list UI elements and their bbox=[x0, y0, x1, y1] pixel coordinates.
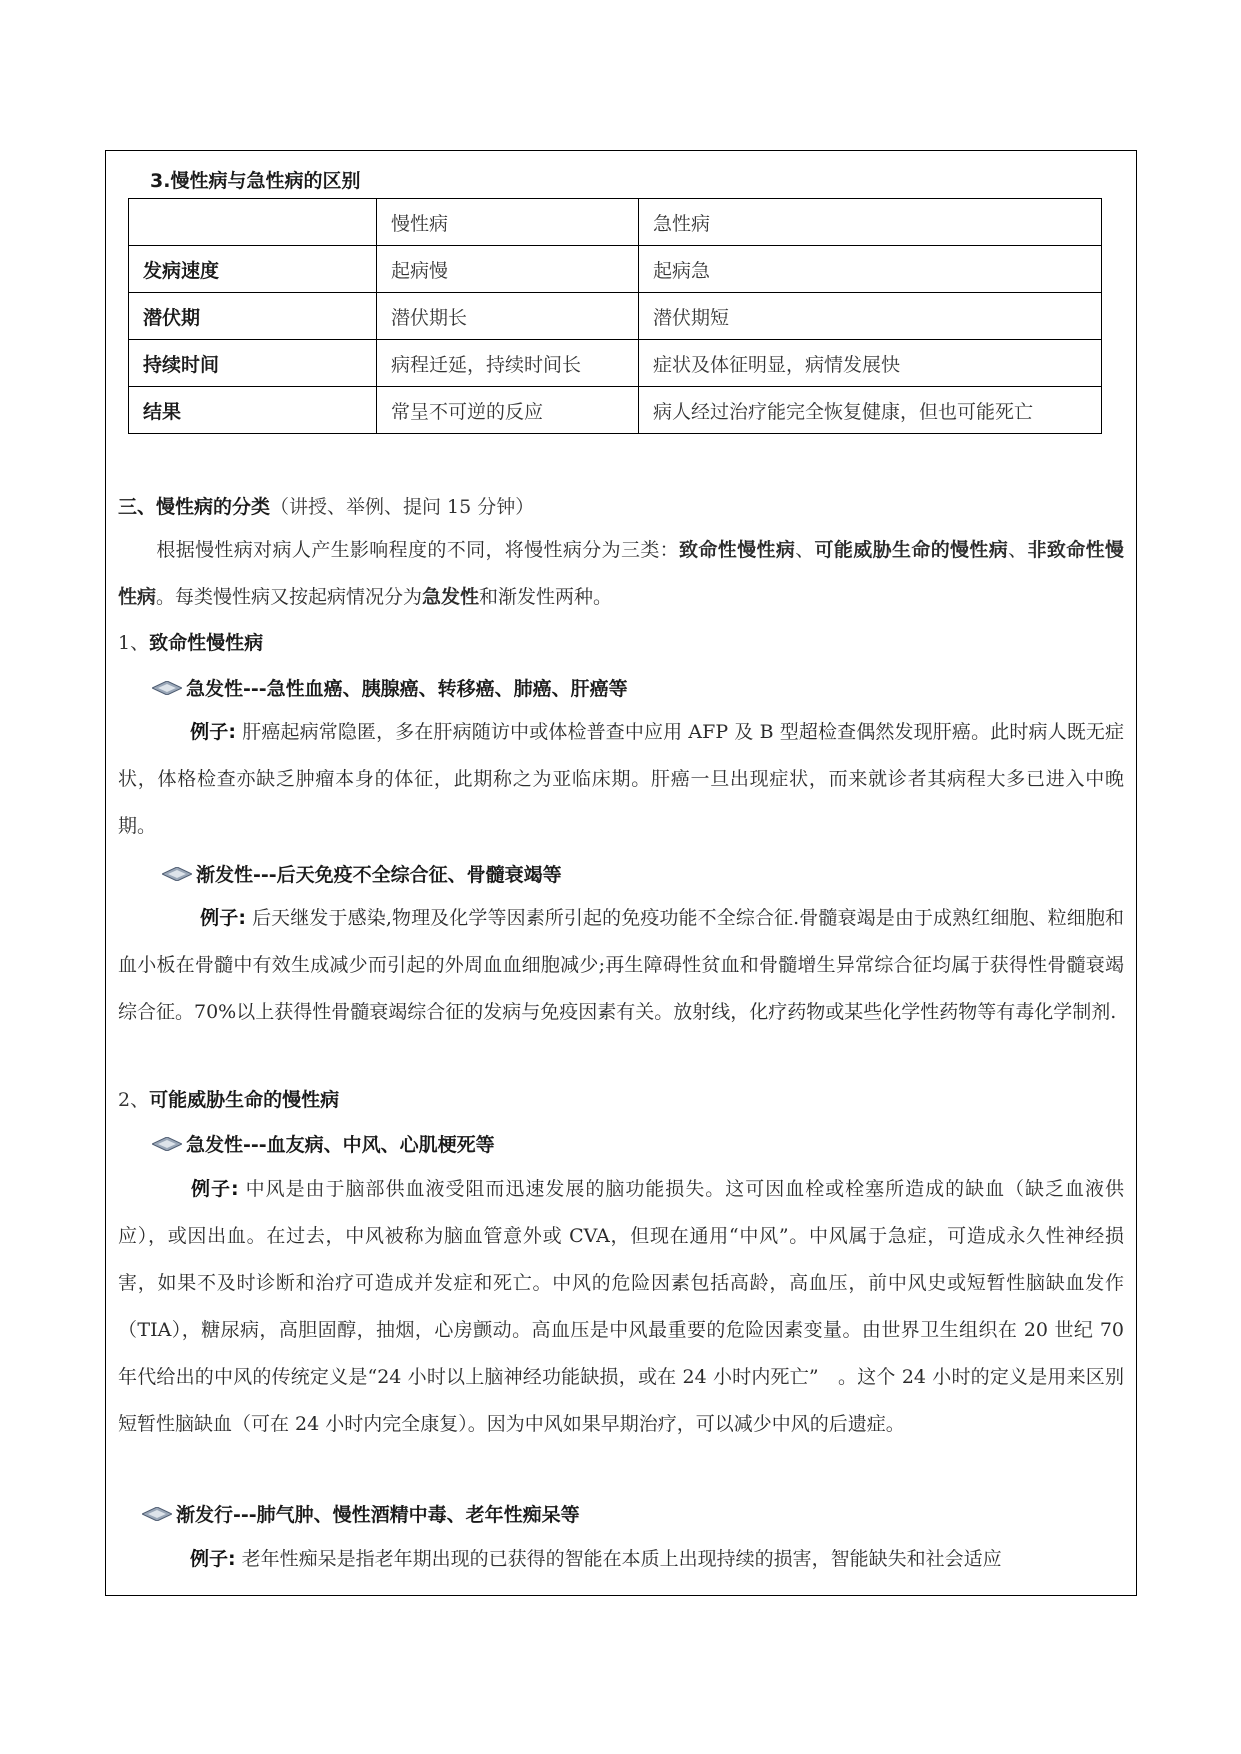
part3-note: （讲授、举例、提问 15 分钟） bbox=[270, 496, 535, 518]
example-label: 例子: bbox=[190, 721, 236, 743]
diamond-bullet-icon bbox=[142, 1507, 172, 1521]
table-header-cell: 急性病 bbox=[639, 199, 1102, 246]
table-cell: 潜伏期短 bbox=[639, 293, 1102, 340]
sub2-gradual-title: 渐发行---肺气肿、慢性酒精中毒、老年性痴呆等 bbox=[176, 1504, 580, 1526]
example-label: 例子: bbox=[200, 907, 246, 929]
example-text: 中风是由于脑部供血液受阻而迅速发展的脑功能损失。这可因血栓或栓塞所造成的缺血（缺乏血液供应），或因出血。在过去，中风被称为脑血管意外或 CVA，但现在通用“中风”。中风属于急症，可造成永久性神经损害，如果不及时诊断和治疗可造成并发症和死亡。中风的危险因素包括高龄，高血压，前中风史或短暂性脑缺血发作（TIA），糖尿病，高胆固醇，抽烟，心房颤动。高血压是中风最重要的危险因素变量。由世界卫生组织在 20 世纪 70 年代给出的中风的传统定义是“24 小时以上脑神经功能缺损，或在 24 小时内死亡” 。这个 24 小时的定义是用来区别短暂性脑缺血（可在 24 小时内完全康复）。因为中风如果早期治疗，可以减少中风的后遗症。 bbox=[118, 1178, 1124, 1435]
table-row-label: 发病速度 bbox=[129, 246, 377, 293]
sub2-title: 可能威胁生命的慢性病 bbox=[149, 1089, 340, 1111]
example-text: 肝癌起病常隐匿，多在肝病随访中或体检普查中应用 AFP 及 B 型超检查偶然发现肝癌。此时病人既无症状，体格检查亦缺乏肿瘤本身的体征，此期称之为亚临床期。肝癌一旦出现症状，而来就诊者其病程大多已进入中晚期。 bbox=[118, 721, 1124, 837]
table-row bbox=[129, 293, 1102, 340]
intro-category-1: 致命性慢性病 bbox=[679, 539, 796, 561]
sub1-gradual-heading bbox=[162, 860, 562, 887]
sub2-gradual-example bbox=[118, 1536, 1124, 1583]
example-text: 老年性痴呆是指老年期出现的已获得的智能在本质上出现持续的损害，智能缺失和社会适应 bbox=[241, 1548, 1002, 1570]
sub2-acute-title: 急发性---血友病、中风、心肌梗死等 bbox=[186, 1134, 495, 1156]
example-label: 例子: bbox=[190, 1548, 236, 1570]
table-row bbox=[129, 199, 1102, 246]
table-cell bbox=[129, 199, 377, 246]
sub2-acute-heading bbox=[152, 1130, 495, 1157]
sub1-num: 1、 bbox=[118, 632, 150, 654]
part3-intro bbox=[118, 527, 1124, 621]
sub1-acute-heading bbox=[152, 674, 628, 701]
intro-separator: 、 bbox=[795, 539, 815, 561]
intro-text: 。每类慢性病又按起病情况分为 bbox=[156, 586, 423, 608]
table-cell: 症状及体征明显，病情发展快 bbox=[639, 340, 1102, 387]
intro-separator: 、 bbox=[1008, 539, 1028, 561]
intro-acute: 急发性 bbox=[422, 586, 480, 608]
table-row-label: 潜伏期 bbox=[129, 293, 377, 340]
sub1-gradual-title: 渐发性---后天免疫不全综合征、骨髓衰竭等 bbox=[196, 864, 562, 886]
example-label: 例子: bbox=[190, 1178, 239, 1200]
table-header-cell: 慢性病 bbox=[377, 199, 639, 246]
intro-text: 和渐发性两种。 bbox=[479, 586, 613, 608]
sub1-acute-example bbox=[118, 709, 1124, 850]
table-row-label: 持续时间 bbox=[129, 340, 377, 387]
comparison-table bbox=[128, 198, 1102, 434]
intro-category-2: 可能威胁生命的慢性病 bbox=[814, 539, 1009, 561]
sub1-heading bbox=[118, 628, 263, 655]
table-row bbox=[129, 387, 1102, 434]
intro-text: 根据慢性病对病人产生影响程度的不同，将慢性病分为三类： bbox=[156, 539, 680, 561]
table-cell: 病程迁延，持续时间长 bbox=[377, 340, 639, 387]
sub2-heading bbox=[118, 1085, 339, 1112]
section-heading: 3.慢性病与急性病的区别 bbox=[150, 170, 361, 192]
table-cell: 病人经过治疗能完全恢复健康，但也可能死亡 bbox=[639, 387, 1102, 434]
table-row bbox=[129, 246, 1102, 293]
intro-category-3: 非致命性慢性病 bbox=[118, 539, 1124, 608]
diamond-bullet-icon bbox=[152, 681, 182, 695]
sub2-num: 2、 bbox=[118, 1089, 150, 1111]
example-text: 后天继发于感染,物理及化学等因素所引起的免疫功能不全综合征.骨髓衰竭是由于成熟红细胞、粒细胞和血小板在骨髓中有效生成减少而引起的外周血血细胞减少;再生障碍性贫血和骨髓增生异常综合征均属于获得性骨髓衰竭综合征。70%以上获得性骨髓衰竭综合征的发病与免疫因素有关。放射线，化疗药物或某些化学性药物等有毒化学制剂. bbox=[118, 907, 1124, 1023]
part3-title: 三、慢性病的分类 bbox=[118, 496, 271, 518]
table-cell: 起病慢 bbox=[377, 246, 639, 293]
table-row bbox=[129, 340, 1102, 387]
sub1-title: 致命性慢性病 bbox=[149, 632, 264, 654]
table-cell: 起病急 bbox=[639, 246, 1102, 293]
sub2-acute-example bbox=[118, 1166, 1124, 1448]
table-row-label: 结果 bbox=[129, 387, 377, 434]
table-cell: 常呈不可逆的反应 bbox=[377, 387, 639, 434]
part3-heading bbox=[118, 492, 534, 519]
table-cell: 潜伏期长 bbox=[377, 293, 639, 340]
sub2-gradual-heading bbox=[142, 1500, 580, 1527]
sub1-gradual-example bbox=[118, 895, 1124, 1036]
diamond-bullet-icon bbox=[162, 867, 192, 881]
sub1-acute-title: 急发性---急性血癌、胰腺癌、转移癌、肺癌、肝癌等 bbox=[186, 678, 628, 700]
diamond-bullet-icon bbox=[152, 1137, 182, 1151]
